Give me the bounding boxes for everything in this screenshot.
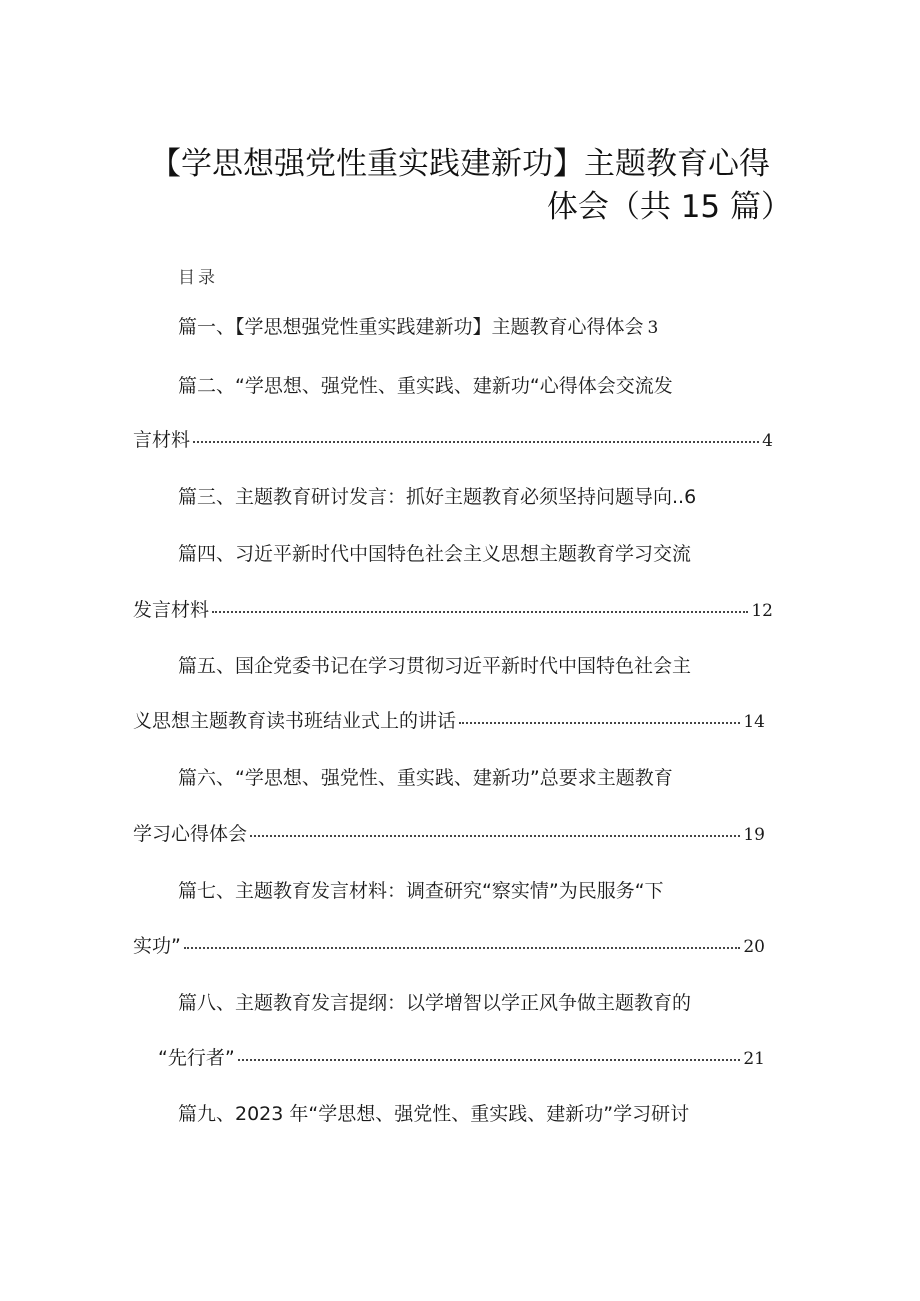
toc-entry-6-line-2[interactable] — [133, 825, 765, 844]
toc-entry-5-page: 14 — [743, 712, 765, 732]
toc-entry-4-page: 12 — [751, 601, 773, 621]
toc-entry-2-page: 4 — [762, 431, 773, 451]
toc-entry-1-page: 3 — [647, 318, 659, 338]
toc-entry-2-continuation: 言材料 — [133, 429, 191, 451]
toc-entry-7-line-1[interactable]: 篇七、主题教育发言材料：调查研究“察实情”为民服务“下 — [178, 880, 664, 902]
toc-entry-6-line-1[interactable]: 篇六、“学思想、强党性、重实践、建新功”总要求主题教育 — [178, 767, 673, 789]
toc-dot-leader — [184, 946, 741, 949]
toc-entry-4-continuation: 发言材料 — [133, 599, 210, 621]
toc-dot-leader — [238, 1058, 741, 1061]
toc-dot-leader — [193, 440, 759, 443]
toc-entry-8-page: 21 — [743, 1049, 765, 1069]
toc-dot-leader — [459, 721, 740, 724]
toc-entry-9[interactable]: 篇九、2023 年“学思想、强党性、重实践、建新功”学习研讨 — [178, 1103, 690, 1125]
toc-entry-7-continuation: 实功” — [133, 935, 181, 957]
toc-entry-8-continuation: “先行者” — [158, 1047, 235, 1069]
toc-dot-leader — [212, 610, 748, 613]
toc-entry-6-continuation: 学习心得体会 — [133, 823, 248, 845]
toc-entry-7-line-2[interactable] — [133, 937, 765, 956]
toc-entry-2-line-2[interactable] — [133, 431, 773, 450]
toc-entry-8-line-2[interactable] — [158, 1049, 765, 1068]
toc-entry-4-line-2[interactable] — [133, 601, 773, 620]
toc-heading: 目录 — [178, 268, 218, 288]
toc-entry-7-page: 20 — [743, 937, 765, 957]
toc-entry-6-page: 19 — [743, 825, 765, 845]
document-title-line-2: 体会（共 15 篇） — [546, 189, 792, 225]
toc-entry-3[interactable]: 篇三、主题教育研讨发言：抓好主题教育必须坚持问题导向..6 — [178, 486, 697, 508]
toc-entry-1-title: 篇一、【学思想强党性重实践建新功】主题教育心得体会 — [178, 316, 644, 338]
toc-entry-1[interactable] — [178, 318, 658, 337]
toc-entry-5-line-2[interactable] — [133, 712, 765, 731]
toc-entry-2-line-1[interactable]: 篇二、“学思想、强党性、重实践、建新功“心得体会交流发 — [178, 375, 673, 397]
toc-entry-8-line-1[interactable]: 篇八、主题教育发言提纲：以学增智以学正风争做主题教育的 — [178, 992, 692, 1014]
toc-entry-4-line-1[interactable]: 篇四、习近平新时代中国特色社会主义思想主题教育学习交流 — [178, 543, 692, 565]
toc-entry-5-line-1[interactable]: 篇五、国企党委书记在学习贯彻习近平新时代中国特色社会主 — [178, 655, 692, 677]
toc-entry-5-continuation: 义思想主题教育读书班结业式上的讲话 — [133, 710, 457, 732]
toc-dot-leader — [250, 834, 740, 837]
document-title-line-1: 【学思想强党性重实践建新功】主题教育心得 — [150, 146, 770, 182]
